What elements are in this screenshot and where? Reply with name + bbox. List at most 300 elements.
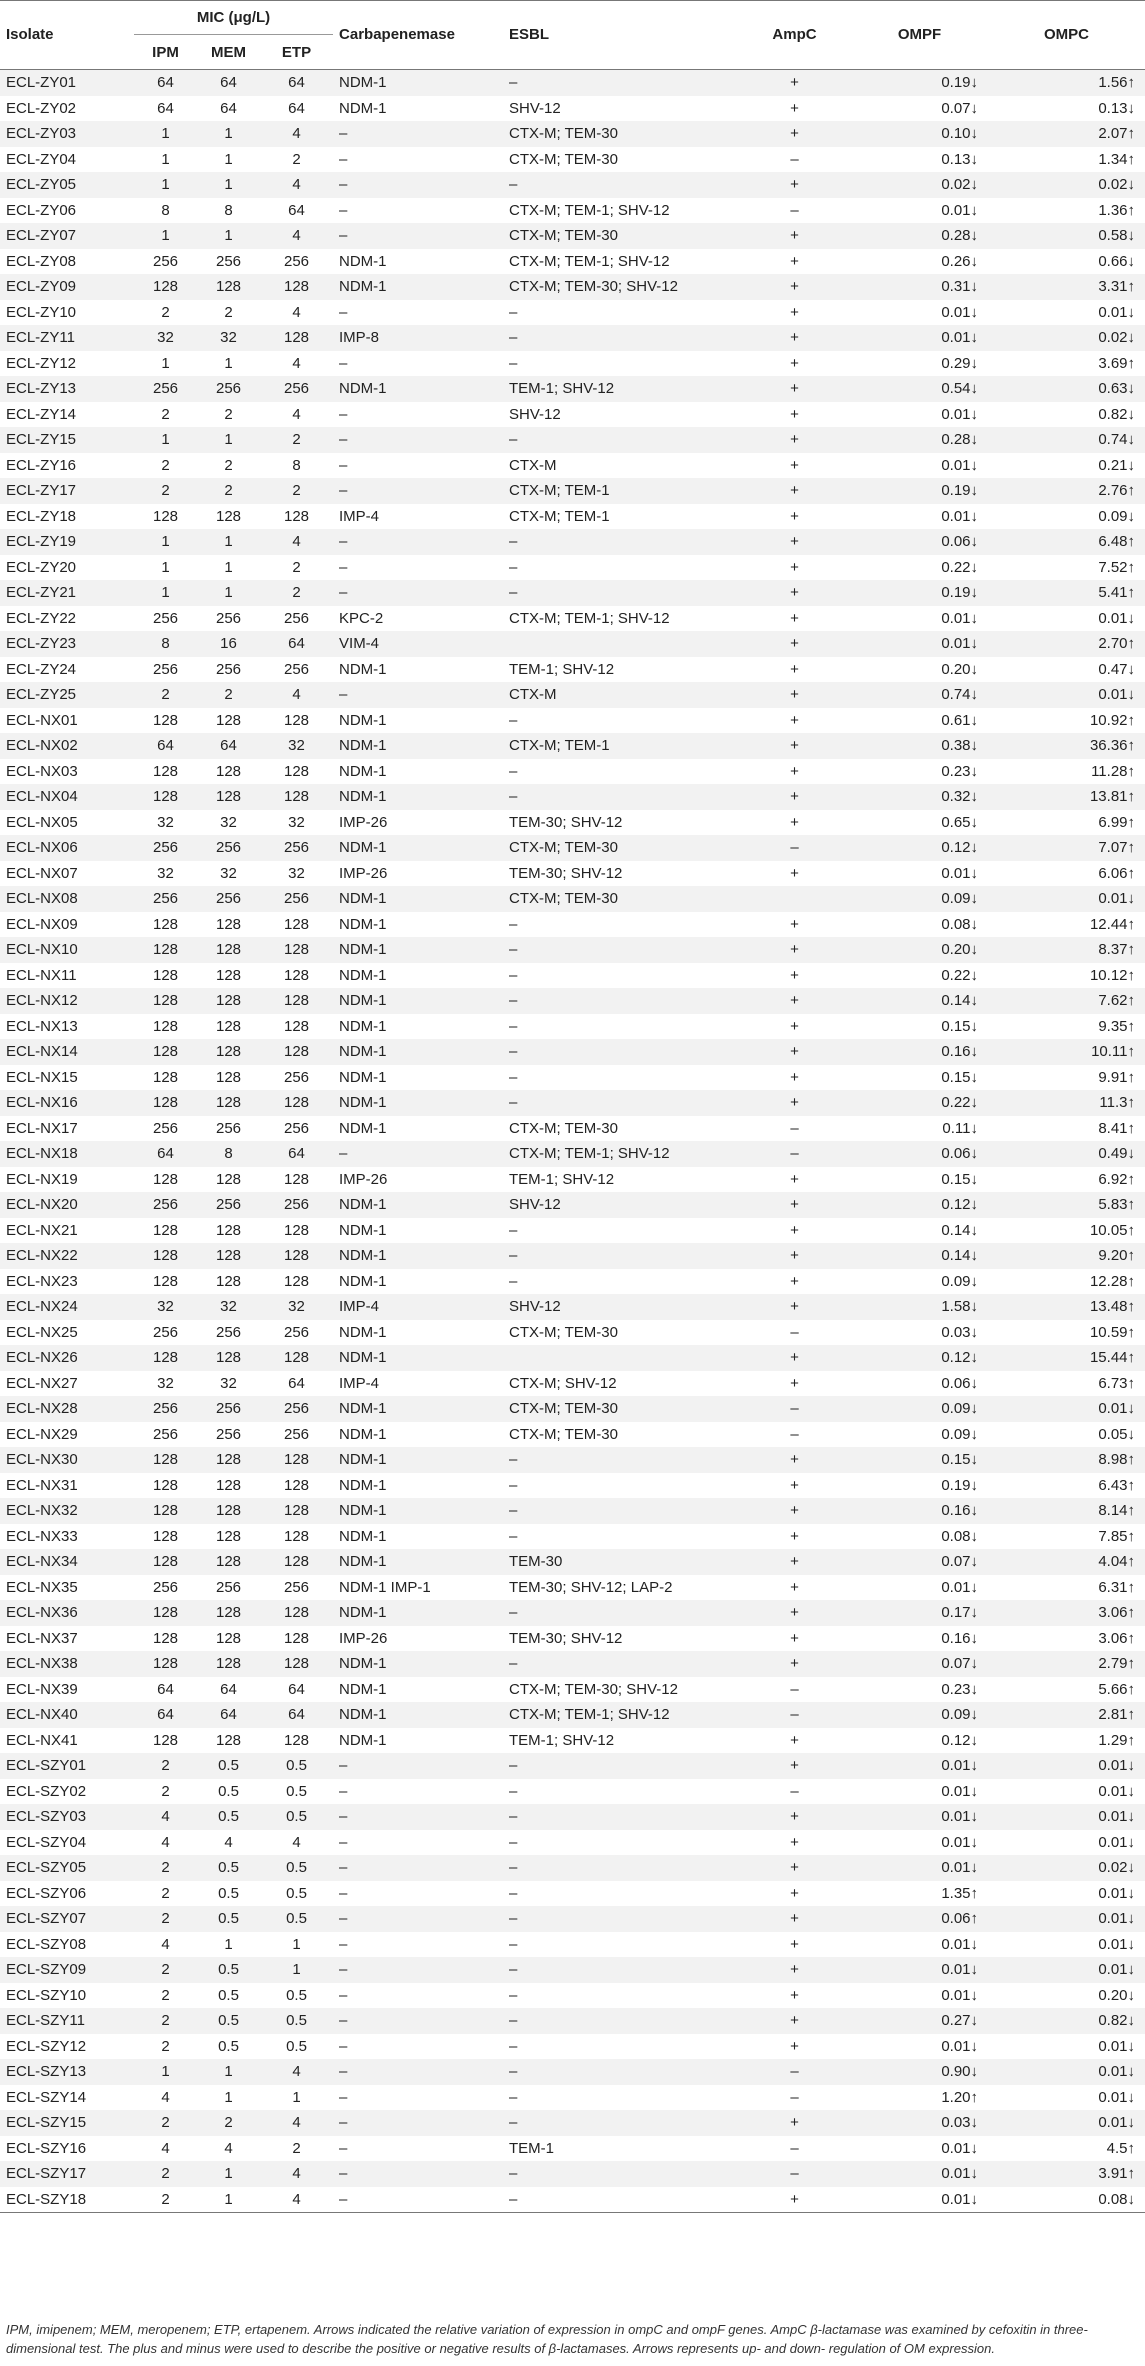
table-row xyxy=(0,657,1145,683)
ampc-cell: + xyxy=(738,988,851,1014)
etp-cell: 4 xyxy=(260,2187,333,2213)
ompc-cell: 5.41↑ xyxy=(988,580,1145,606)
table-row xyxy=(0,402,1145,428)
mem-cell: 128 xyxy=(197,937,260,963)
table-row xyxy=(0,2059,1145,2085)
ipm-cell: 2 xyxy=(161,1782,170,1800)
ampc-cell: + xyxy=(790,1578,799,1596)
carbapenemase-cell: – xyxy=(333,1141,503,1167)
ompf-cell: 0.54↓ xyxy=(851,376,988,402)
esbl-cell: – xyxy=(509,1986,518,2004)
etp-cell: 128 xyxy=(260,1243,333,1269)
ompf-cell: 0.16↓ xyxy=(941,1629,979,1647)
table-row xyxy=(0,784,1145,810)
ompc-cell: 0.47↓ xyxy=(1098,660,1136,678)
etp-cell: 0.5 xyxy=(286,1782,307,1800)
table-row xyxy=(0,1779,1145,1805)
table-row xyxy=(0,886,1145,912)
carbapenemase-cell: NDM-1 xyxy=(339,1221,387,1239)
isolate-cell: ECL-ZY24 xyxy=(6,660,77,678)
table-row xyxy=(0,1269,1145,1295)
table-row xyxy=(0,1753,1145,1779)
carbapenemase-cell: – xyxy=(333,1804,503,1830)
ampc-cell: + xyxy=(790,1833,799,1851)
table-row xyxy=(0,912,1145,938)
esbl-cell: – xyxy=(509,1527,518,1545)
ampc-cell: + xyxy=(790,1374,799,1392)
ampc-cell: + xyxy=(738,2008,851,2034)
carbapenemase-cell: – xyxy=(339,558,348,576)
etp-cell: 256 xyxy=(283,609,310,627)
table-row xyxy=(0,1345,1145,1371)
ompc-cell: 0.01↓ xyxy=(1098,1884,1136,1902)
isolate-cell: ECL-SZY03 xyxy=(0,1804,134,1830)
carbapenemase-cell: NDM-1 xyxy=(339,1017,387,1035)
mem-cell: 256 xyxy=(215,1119,242,1137)
mem-cell: 1 xyxy=(224,150,233,168)
ipm-cell: 2 xyxy=(134,682,197,708)
esbl-cell: TEM-30; SHV-12 xyxy=(509,864,623,882)
ompf-cell: 0.01↓ xyxy=(941,1578,979,1596)
esbl-cell: CTX-M; TEM-1; SHV-12 xyxy=(509,201,670,219)
isolate-cell: ECL-SZY11 xyxy=(0,2008,134,2034)
ampc-cell: + xyxy=(738,2110,851,2136)
carbapenemase-cell: NDM-1 xyxy=(333,835,503,861)
etp-cell: 2 xyxy=(292,2139,301,2157)
etp-cell: 0.5 xyxy=(286,2037,307,2055)
ipm-cell: 2 xyxy=(134,2110,197,2136)
etp-cell: 256 xyxy=(260,1192,333,1218)
isolate-cell: ECL-SZY04 xyxy=(6,1833,87,1851)
etp-cell: 64 xyxy=(260,1702,333,1728)
table-row xyxy=(0,580,1145,606)
esbl-cell: CTX-M; TEM-30 xyxy=(503,121,738,147)
ompc-cell: 9.35↑ xyxy=(1098,1017,1136,1035)
esbl-cell: SHV-12 xyxy=(509,99,561,117)
header-ipm: IPM xyxy=(134,35,197,70)
isolate-cell: ECL-ZY23 xyxy=(0,631,134,657)
ompf-cell: 0.20↓ xyxy=(941,660,979,678)
ompf-cell: 0.07↓ xyxy=(851,1651,988,1677)
carbapenemase-cell: – xyxy=(333,580,503,606)
table-row xyxy=(0,1422,1145,1448)
ompc-cell: 10.11↑ xyxy=(988,1039,1145,1065)
isolate-cell: ECL-SZY05 xyxy=(0,1855,134,1881)
esbl-cell: CTX-M; SHV-12 xyxy=(509,1374,617,1392)
ampc-cell: + xyxy=(738,580,851,606)
ompf-cell: 0.14↓ xyxy=(941,1221,979,1239)
mem-cell: 64 xyxy=(197,70,260,96)
ompc-cell: 0.63↓ xyxy=(988,376,1145,402)
mem-cell: 128 xyxy=(215,1068,242,1086)
ompf-cell: 0.01↓ xyxy=(941,507,979,525)
esbl-cell: – xyxy=(503,988,738,1014)
table-row xyxy=(0,1447,1145,1473)
ompf-cell: 0.16↓ xyxy=(851,1498,988,1524)
ipm-cell: 2 xyxy=(161,2037,170,2055)
table-row xyxy=(0,2136,1145,2162)
ampc-cell: – xyxy=(790,1782,799,1800)
esbl-cell: CTX-M; TEM-1 xyxy=(503,733,738,759)
ompf-cell: 0.01↓ xyxy=(851,2161,988,2187)
isolate-cell: ECL-SZY16 xyxy=(6,2139,87,2157)
etp-cell: 128 xyxy=(283,1170,310,1188)
etp-cell: 256 xyxy=(283,1068,310,1086)
table-caption: IPM, imipenem; MEM, meropenem; ETP, ertapenem. Arrows indicated the relative variation of expression in ompC and ompF genes. AmpC β-lactamase was examined by cefoxitin in three-dimensional test. The plus and minus were used to describe the positive or negative results of β-lactamases. Arrows represents up- and down- regulation of OM expression. xyxy=(6,2322,1088,2356)
ampc-cell: + xyxy=(790,966,799,984)
ompf-cell: 0.26↓ xyxy=(941,252,979,270)
ompc-cell: 1.34↑ xyxy=(1098,150,1136,168)
esbl-cell: – xyxy=(509,915,518,933)
table-row xyxy=(0,427,1145,453)
carbapenemase-cell: NDM-1 xyxy=(333,1498,503,1524)
mem-cell: 2 xyxy=(197,682,260,708)
ipm-cell: 2 xyxy=(134,2187,197,2213)
esbl-cell: – xyxy=(503,1498,738,1524)
ampc-cell: – xyxy=(790,1680,799,1698)
ompc-cell: 2.81↑ xyxy=(988,1702,1145,1728)
ompc-cell: 13.81↑ xyxy=(988,784,1145,810)
esbl-cell: – xyxy=(509,2037,518,2055)
ipm-cell: 256 xyxy=(152,1578,179,1596)
esbl-cell: – xyxy=(509,2088,518,2106)
esbl-cell xyxy=(503,1345,738,1371)
mem-cell: 64 xyxy=(197,733,260,759)
ipm-cell: 128 xyxy=(134,1600,197,1626)
ipm-cell: 256 xyxy=(134,886,197,912)
ipm-cell: 128 xyxy=(134,1039,197,1065)
ompc-cell: 10.12↑ xyxy=(1089,966,1136,984)
ompf-cell: 0.06↓ xyxy=(941,1374,979,1392)
ompc-cell: 7.52↑ xyxy=(1098,558,1136,576)
ipm-cell: 64 xyxy=(134,1141,197,1167)
ompf-cell: 0.01↓ xyxy=(941,609,979,627)
ompc-cell: 0.01↓ xyxy=(988,2059,1145,2085)
ipm-cell: 256 xyxy=(152,660,179,678)
ompc-cell: 2.07↑ xyxy=(988,121,1145,147)
isolate-cell: ECL-ZY03 xyxy=(0,121,134,147)
ompc-cell: 0.05↓ xyxy=(1098,1425,1136,1443)
etp-cell: 256 xyxy=(283,1578,310,1596)
ampc-cell: + xyxy=(790,1935,799,1953)
carbapenemase-cell: NDM-1 xyxy=(333,1600,503,1626)
ampc-cell: + xyxy=(738,376,851,402)
ompc-cell: 0.82↓ xyxy=(988,2008,1145,2034)
ipm-cell: 128 xyxy=(152,1068,179,1086)
ampc-cell: + xyxy=(738,529,851,555)
etp-cell: 256 xyxy=(260,835,333,861)
ipm-cell: 128 xyxy=(152,762,179,780)
etp-cell: 256 xyxy=(283,1119,310,1137)
ompc-cell: 6.99↑ xyxy=(1098,813,1136,831)
carbapenemase-cell: – xyxy=(333,172,503,198)
carbapenemase-cell: NDM-1 xyxy=(333,1447,503,1473)
ompc-cell: 0.01↓ xyxy=(988,1804,1145,1830)
ipm-cell: 128 xyxy=(152,915,179,933)
carbapenemase-cell: IMP-4 xyxy=(339,1374,380,1392)
ampc-cell: + xyxy=(790,813,799,831)
mem-cell: 256 xyxy=(215,1323,242,1341)
ipm-cell: 2 xyxy=(134,2161,197,2187)
ampc-cell: – xyxy=(790,2088,799,2106)
ipm-cell: 8 xyxy=(161,201,170,219)
carbapenemase-cell: NDM-1 xyxy=(333,1192,503,1218)
mem-cell: 256 xyxy=(197,376,260,402)
ompc-cell: 0.02↓ xyxy=(988,325,1145,351)
etp-cell: 128 xyxy=(260,988,333,1014)
isolate-cell: ECL-NX04 xyxy=(0,784,134,810)
carbapenemase-cell: KPC-2 xyxy=(339,609,384,627)
carbapenemase-cell: – xyxy=(339,303,348,321)
carbapenemase-cell: NDM-1 xyxy=(339,1119,387,1137)
mem-cell: 0.5 xyxy=(197,1855,260,1881)
carbapenemase-cell: NDM-1 xyxy=(339,1323,387,1341)
ompc-cell: 2.76↑ xyxy=(988,478,1145,504)
mem-cell: 128 xyxy=(215,1272,242,1290)
ipm-cell: 128 xyxy=(134,988,197,1014)
mem-cell: 128 xyxy=(197,1345,260,1371)
ampc-cell xyxy=(738,886,851,912)
ompf-cell: 0.16↓ xyxy=(851,1039,988,1065)
ipm-cell: 2 xyxy=(134,478,197,504)
esbl-cell: CTX-M xyxy=(503,682,738,708)
carbapenemase-cell: NDM-1 xyxy=(333,1396,503,1422)
ompc-cell: 0.01↓ xyxy=(1098,1782,1136,1800)
isolate-cell: ECL-NX30 xyxy=(0,1447,134,1473)
ompf-cell: 0.07↓ xyxy=(941,99,979,117)
esbl-cell: SHV-12 xyxy=(503,1294,738,1320)
ompc-cell: 1.36↑ xyxy=(1098,201,1136,219)
carbapenemase-cell: – xyxy=(333,682,503,708)
ampc-cell: – xyxy=(790,201,799,219)
esbl-cell: CTX-M; TEM-30 xyxy=(503,886,738,912)
etp-cell: 128 xyxy=(283,966,310,984)
etp-cell: 2 xyxy=(260,580,333,606)
carbapenemase-cell: IMP-26 xyxy=(339,813,388,831)
ompf-cell: 0.12↓ xyxy=(851,835,988,861)
ompf-cell: 0.12↓ xyxy=(941,1731,979,1749)
isolate-cell: ECL-NX19 xyxy=(6,1170,78,1188)
ampc-cell: + xyxy=(790,1629,799,1647)
isolate-cell: ECL-ZY07 xyxy=(0,223,134,249)
table-row xyxy=(0,631,1145,657)
carbapenemase-cell: NDM-1 xyxy=(339,99,387,117)
isolate-cell: ECL-NX09 xyxy=(6,915,78,933)
ompc-cell: 6.06↑ xyxy=(1098,864,1136,882)
ompc-cell: 5.83↑ xyxy=(988,1192,1145,1218)
esbl-cell: CTX-M; TEM-1 xyxy=(509,507,610,525)
mem-cell: 128 xyxy=(197,784,260,810)
ipm-cell: 128 xyxy=(134,1651,197,1677)
mem-cell: 2 xyxy=(224,405,233,423)
ompf-cell: 0.12↓ xyxy=(851,1192,988,1218)
ipm-cell: 64 xyxy=(134,70,197,96)
mem-cell: 1 xyxy=(224,558,233,576)
etp-cell: 0.5 xyxy=(260,2008,333,2034)
ompc-cell: 7.85↑ xyxy=(1098,1527,1136,1545)
ompf-cell: 0.19↓ xyxy=(851,580,988,606)
carbapenemase-cell: NDM-1 xyxy=(339,1068,387,1086)
isolate-cell: ECL-ZY06 xyxy=(6,201,77,219)
esbl-cell: – xyxy=(503,1600,738,1626)
carbapenemase-cell: – xyxy=(333,2008,503,2034)
ampc-cell: + xyxy=(738,1090,851,1116)
mem-cell: 128 xyxy=(215,1731,242,1749)
ompc-cell: 0.01↓ xyxy=(1098,609,1136,627)
ampc-cell: + xyxy=(738,1957,851,1983)
ompf-cell: 0.09↓ xyxy=(851,1702,988,1728)
esbl-cell: – xyxy=(509,1221,518,1239)
table-row xyxy=(0,1983,1145,2009)
esbl-cell: – xyxy=(503,2187,738,2213)
etp-cell: 4 xyxy=(260,172,333,198)
ompc-cell: 9.20↑ xyxy=(988,1243,1145,1269)
isolate-cell: ECL-ZY10 xyxy=(6,303,77,321)
ampc-cell: + xyxy=(790,2037,799,2055)
carbapenemase-cell: NDM-1 xyxy=(333,988,503,1014)
ampc-cell: + xyxy=(790,405,799,423)
ompf-cell: 0.06↑ xyxy=(851,1906,988,1932)
ipm-cell: 2 xyxy=(161,1986,170,2004)
mem-cell: 32 xyxy=(220,1374,237,1392)
mem-cell: 2 xyxy=(224,456,233,474)
esbl-cell: – xyxy=(509,558,518,576)
isolate-cell: ECL-SZY09 xyxy=(0,1957,134,1983)
table-row xyxy=(0,325,1145,351)
ompf-cell: 0.06↓ xyxy=(851,1141,988,1167)
isolate-cell: ECL-NX12 xyxy=(0,988,134,1014)
table-row xyxy=(0,2110,1145,2136)
table-row xyxy=(0,70,1145,96)
esbl-cell: – xyxy=(503,325,738,351)
ompf-cell: 0.07↓ xyxy=(851,1549,988,1575)
table-row xyxy=(0,1651,1145,1677)
ampc-cell: – xyxy=(790,1323,799,1341)
carbapenemase-cell: – xyxy=(339,201,348,219)
esbl-cell: CTX-M xyxy=(509,456,557,474)
table-row xyxy=(0,1473,1145,1499)
carbapenemase-cell: – xyxy=(339,150,348,168)
ompc-cell: 12.44↑ xyxy=(1089,915,1136,933)
etp-cell: 1 xyxy=(260,1957,333,1983)
carbapenemase-cell: NDM-1 xyxy=(333,1345,503,1371)
carbapenemase-cell: – xyxy=(333,1957,503,1983)
ampc-cell: + xyxy=(738,70,851,96)
table-row xyxy=(0,1524,1145,1550)
ompf-cell: 0.15↓ xyxy=(851,1447,988,1473)
etp-cell: 64 xyxy=(260,1141,333,1167)
esbl-cell: – xyxy=(503,2161,738,2187)
mem-cell: 64 xyxy=(220,99,237,117)
etp-cell: 128 xyxy=(283,1221,310,1239)
isolate-cell: ECL-SZY10 xyxy=(6,1986,87,2004)
isolate-cell: ECL-NX29 xyxy=(6,1425,78,1443)
ompf-cell: 0.61↓ xyxy=(941,711,979,729)
table-row xyxy=(0,1396,1145,1422)
ipm-cell: 128 xyxy=(134,1498,197,1524)
esbl-cell: – xyxy=(503,2008,738,2034)
ompf-cell: 0.01↓ xyxy=(941,201,979,219)
esbl-cell: CTX-M; TEM-30 xyxy=(503,223,738,249)
esbl-cell: – xyxy=(503,1855,738,1881)
ampc-cell: + xyxy=(790,507,799,525)
ipm-cell: 64 xyxy=(134,733,197,759)
carbapenemase-cell: – xyxy=(333,2161,503,2187)
carbapenemase-cell: NDM-1 xyxy=(333,1243,503,1269)
mem-cell: 128 xyxy=(197,1090,260,1116)
isolate-cell: ECL-NX10 xyxy=(0,937,134,963)
ompf-cell: 0.14↓ xyxy=(851,988,988,1014)
mem-cell: 1 xyxy=(197,121,260,147)
ampc-cell: – xyxy=(738,1396,851,1422)
ompf-cell: 0.01↓ xyxy=(851,325,988,351)
ompc-cell: 0.09↓ xyxy=(1098,507,1136,525)
header-ampc: AmpC xyxy=(738,0,851,70)
mem-cell: 128 xyxy=(215,762,242,780)
ipm-cell: 1 xyxy=(161,354,170,372)
etp-cell: 1 xyxy=(292,2088,301,2106)
isolate-cell: ECL-NX26 xyxy=(0,1345,134,1371)
ipm-cell: 128 xyxy=(152,1629,179,1647)
isolate-cell: ECL-ZY15 xyxy=(0,427,134,453)
etp-cell: 8 xyxy=(292,456,301,474)
esbl-cell: – xyxy=(503,427,738,453)
ampc-cell: + xyxy=(738,1855,851,1881)
isolate-cell: ECL-NX02 xyxy=(0,733,134,759)
ompf-cell: 0.01↓ xyxy=(941,1986,979,2004)
isolate-cell: ECL-ZY16 xyxy=(6,456,77,474)
mem-cell: 128 xyxy=(215,507,242,525)
table-row xyxy=(0,121,1145,147)
mem-cell: 256 xyxy=(197,886,260,912)
carbapenemase-cell: IMP-8 xyxy=(333,325,503,351)
etp-cell: 256 xyxy=(283,660,310,678)
isolate-cell: ECL-ZY17 xyxy=(0,478,134,504)
isolate-cell: ECL-NX21 xyxy=(6,1221,78,1239)
mem-cell: 1 xyxy=(224,1935,233,1953)
ompc-cell: 10.92↑ xyxy=(1089,711,1136,729)
table-row xyxy=(0,1906,1145,1932)
ompc-cell: 8.14↑ xyxy=(988,1498,1145,1524)
etp-cell: 4 xyxy=(260,2059,333,2085)
ipm-cell: 256 xyxy=(152,1119,179,1137)
ompf-cell: 0.90↓ xyxy=(851,2059,988,2085)
ampc-cell: + xyxy=(790,609,799,627)
ompf-cell: 0.08↓ xyxy=(941,915,979,933)
mem-cell: 2 xyxy=(197,478,260,504)
carbapenemase-cell: – xyxy=(339,1782,348,1800)
etp-cell: 64 xyxy=(260,70,333,96)
esbl-cell: CTX-M; TEM-30 xyxy=(503,1396,738,1422)
ompc-cell: 7.07↑ xyxy=(988,835,1145,861)
etp-cell: 4 xyxy=(292,405,301,423)
ompc-cell: 15.44↑ xyxy=(988,1345,1145,1371)
ampc-cell: + xyxy=(790,1731,799,1749)
table-row xyxy=(0,1065,1145,1091)
isolate-cell: ECL-ZY20 xyxy=(6,558,77,576)
ompc-cell: 0.66↓ xyxy=(1098,252,1136,270)
isolate-cell: ECL-SZY02 xyxy=(6,1782,87,1800)
mem-cell: 256 xyxy=(215,1578,242,1596)
ompf-cell: 0.01↓ xyxy=(941,1782,979,1800)
ompc-cell: 0.02↓ xyxy=(988,172,1145,198)
etp-cell: 128 xyxy=(283,507,310,525)
etp-cell: 32 xyxy=(288,864,305,882)
ipm-cell: 1 xyxy=(161,150,170,168)
ompc-cell: 0.49↓ xyxy=(988,1141,1145,1167)
carbapenemase-cell: NDM-1 xyxy=(333,1651,503,1677)
ompf-cell: 0.23↓ xyxy=(941,1680,979,1698)
